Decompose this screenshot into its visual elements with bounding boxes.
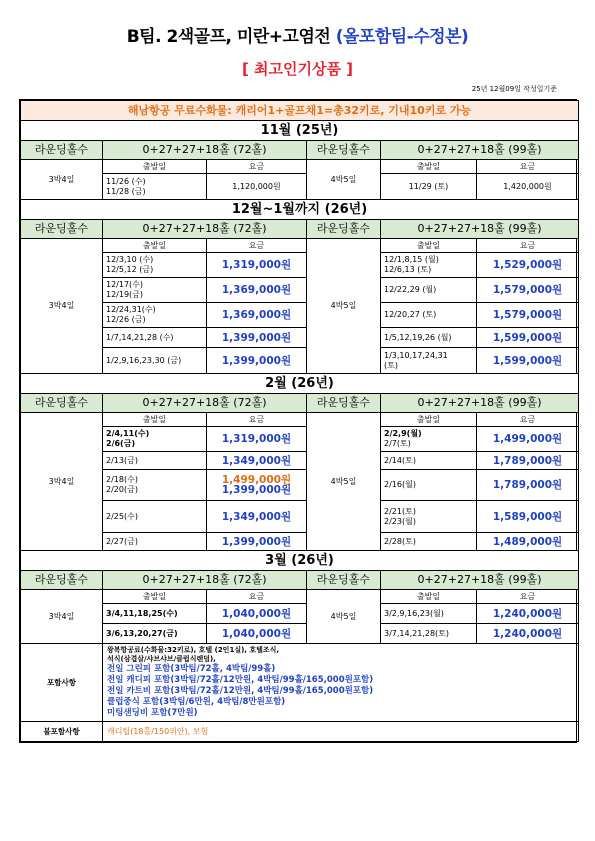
date-line: 12/5,12 (금) [106,265,154,274]
rounding-label: 라운딩홀수 [21,141,103,160]
tour-price: 1,369,000원 [207,278,307,303]
date-line: 2/23(월) [384,516,416,526]
nights-3-label: 3박4일 [21,590,103,644]
departure-dates: 3/2,9,16,23(월) [381,604,477,624]
departure-dates [381,427,477,452]
tour-price [207,470,307,501]
document-date: 25년 12월09일 작성일기준 [471,85,557,93]
departure-dates: 2/16(월) [381,470,477,501]
tour-price: 1,399,000원 [207,348,307,374]
departure-dates: 2/25(수) [103,501,207,533]
departure-header: 출발일 [381,590,477,604]
tour-price: 1,789,000원 [477,470,579,501]
rounds-72-label: 0+27+27+18홀 (72홀) [103,141,307,160]
date-line: 2/7(토) [384,439,411,448]
date-line: 12/6,13 (토) [384,265,432,274]
price-header: 요금 [207,413,307,427]
rounds-99-label: 0+27+27+18홀 (99홀) [381,571,579,590]
tour-price: 1,040,000원 [207,624,307,644]
tour-price: 1,579,000원 [477,303,579,328]
tour-price: 1,369,000원 [207,303,307,328]
departure-dates: 1/7,14,21,28 (수) [103,328,207,348]
tour-price: 1,319,000원 [207,427,307,452]
date-line: 2/6(금) [106,439,136,448]
departure-header: 출발일 [381,413,477,427]
date-line: 2/2,9(월) [384,429,422,438]
rounds-99-label: 0+27+27+18홀 (99홀) [381,141,579,160]
title-main: B팀. 2색골프, 미란+고염전 [126,27,331,47]
rounds-72-label: 0+27+27+18홀 (72홀) [103,220,307,239]
month-header-nov: 11월 (25년) [21,121,579,141]
date-line: 2/4,11(수) [106,429,150,438]
tour-price: 1,529,000원 [477,253,579,278]
rounds-72-label: 0+27+27+18홀 (72홀) [103,394,307,413]
tour-price: 1,599,000원 [477,348,579,374]
price-header: 요금 [477,160,579,174]
rounding-label: 라운딩홀수 [21,220,103,239]
inclusion-line: 미팅샌딩비 포함(7만원) [107,708,198,718]
tour-price: 1,789,000원 [477,452,579,470]
date-line: 11/28 (금) [106,186,146,196]
date-line: 2/20(금) [106,485,138,494]
inclusion-line: 전일 캐디피 포함(3박팀/72홀/12만원, 4박팀/99홀/165,000원포함) [107,675,374,685]
rounding-label: 라운딩홀수 [307,571,381,590]
departure-dates: 3/7,14,21,28(토) [381,624,477,644]
nights-4-label: 4박5일 [307,413,381,551]
departure-dates: 2/27(금) [103,533,207,551]
rounding-label: 라운딩홀수 [21,571,103,590]
date-line: 12/24,31(수) [106,305,156,314]
departure-dates [103,174,207,200]
month-header-feb: 2월 (26년) [21,374,579,394]
date-line: 12/26 (금) [106,315,146,324]
rounding-label: 라운딩홀수 [307,394,381,413]
price-table [19,99,577,743]
departure-dates: 12/22,29 (월) [381,278,477,303]
inclusion-line: 전일 그린피 포함(3박팀/72홀, 4박팀/99홀) [107,664,276,674]
month-header-mar: 3월 (26년) [21,551,579,571]
date-line: 2/18(수) [106,475,138,484]
inclusion-line: 석식(삼겹살/샤브샤브/클럽식랜덤), [107,655,216,663]
inclusions-label: 포함사항 [21,644,103,722]
price-header: 요금 [477,590,579,604]
departure-dates: 1/2,9,16,23,30 (금) [103,348,207,374]
nights-4-label: 4박5일 [307,590,381,644]
departure-dates [103,427,207,452]
departure-dates [103,278,207,303]
title-tag: (올포함팀-수정본) [335,27,469,47]
price-header: 요금 [207,160,307,174]
nights-4-label: 4박5일 [307,160,381,200]
rounds-99-label: 0+27+27+18홀 (99홀) [381,220,579,239]
inclusion-line: 전일 카트비 포함(3박팀/72홀/12만원, 4박팀/99홀/165,000원포함) [107,686,374,696]
departure-dates: 2/28(토) [381,533,477,551]
exclusion-line: 캐디팁(18홀/150위안), 보험 [107,727,209,736]
date-line: 11/26 (수) [106,176,146,186]
price-line: 1,499,000원 [221,474,292,486]
tour-price: 1,489,000원 [477,533,579,551]
tour-price: 1,349,000원 [207,501,307,533]
departure-header: 출발일 [103,239,207,253]
price-header: 요금 [477,239,579,253]
page-title [0,22,595,47]
tour-price: 1,589,000원 [477,501,579,533]
date-line: 1/3,10,17,24,31 [384,350,448,360]
date-line: 12/19(금) [106,290,144,299]
date-line: 2/21(토) [384,506,416,516]
rounding-label: 라운딩홀수 [307,141,381,160]
month-header-dec: 12월~1월까지 (26년) [21,200,579,220]
tour-price: 1,499,000원 [477,427,579,452]
rounds-72-label: 0+27+27+18홀 (72홀) [103,571,307,590]
price-line: 1,399,000원 [221,484,292,496]
departure-dates: 1/5,12,19,26 (월) [381,328,477,348]
departure-dates [103,303,207,328]
tour-price: 1,240,000원 [477,624,579,644]
date-line: (토) [384,360,398,370]
tour-price: 1,579,000원 [477,278,579,303]
rounding-label: 라운딩홀수 [307,220,381,239]
departure-dates: 11/29 (토) [381,174,477,200]
departure-header: 출발일 [381,160,477,174]
rounding-label: 라운딩홀수 [21,394,103,413]
date-line: 12/1,8,15 (월) [384,255,439,264]
price-header: 요금 [207,590,307,604]
nights-3-label: 3박4일 [21,239,103,374]
departure-header: 출발일 [381,239,477,253]
nights-4-label: 4박5일 [307,239,381,374]
date-line: 12/3,10 (수) [106,255,154,264]
departure-dates [103,470,207,501]
tour-price: 1,349,000원 [207,452,307,470]
departure-dates: 3/4,11,18,25(수) [103,604,207,624]
tour-price: 1,240,000원 [477,604,579,624]
tour-price: 1,420,000원 [477,174,579,200]
price-header: 요금 [207,239,307,253]
departure-dates: 2/14(토) [381,452,477,470]
departure-dates [381,501,477,533]
departure-header: 출발일 [103,160,207,174]
nights-3-label: 3박4일 [21,413,103,551]
inclusion-line: 클럽중식 포함(3박팀/6만원, 4박팀/8만원포함) [107,697,286,707]
tour-price: 1,319,000원 [207,253,307,278]
inclusions-list [103,644,579,722]
date-line: 12/17(수) [106,280,144,289]
page-subtitle: [ 최고인기상품 ] [241,60,354,78]
tour-price: 1,040,000원 [207,604,307,624]
exclusions-label: 불포함사항 [21,722,103,742]
exclusions-text [103,722,579,742]
departure-dates: 12/20,27 (토) [381,303,477,328]
price-header: 요금 [477,413,579,427]
tour-price: 1,399,000원 [207,533,307,551]
tour-price: 1,120,000원 [207,174,307,200]
departure-header: 출발일 [103,590,207,604]
nights-3-label: 3박4일 [21,160,103,200]
departure-header: 출발일 [103,413,207,427]
baggage-banner: 해남항공 무료수화물: 캐리어1+골프채1=총32키로, 기내10키로 가능 [21,101,579,121]
departure-dates: 2/13(금) [103,452,207,470]
departure-dates [381,253,477,278]
departure-dates [103,253,207,278]
tour-price: 1,399,000원 [207,328,307,348]
tour-price: 1,599,000원 [477,328,579,348]
departure-dates [381,348,477,374]
departure-dates: 3/6,13,20,27(금) [103,624,207,644]
inclusion-line: 왕복항공료(수화물:32키로), 호텔 (2인1실), 호텔조식, [107,646,280,654]
rounds-99-label: 0+27+27+18홀 (99홀) [381,394,579,413]
